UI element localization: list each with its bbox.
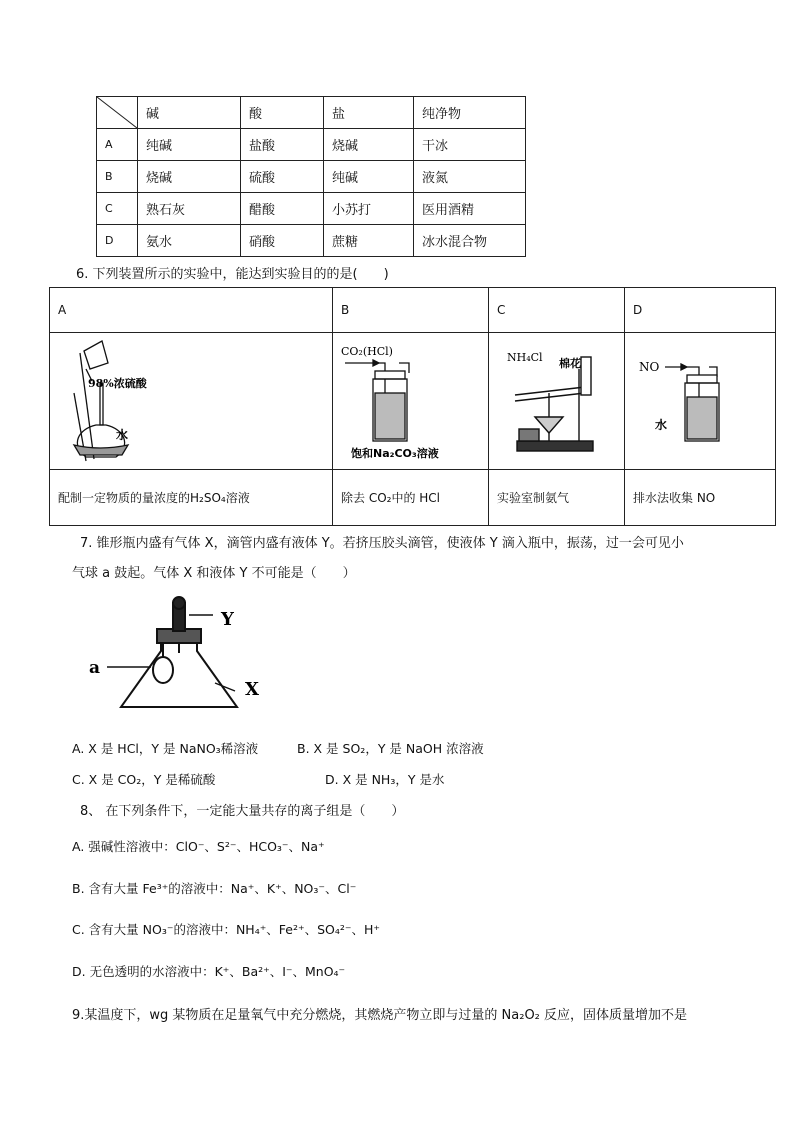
q6-letter-row <box>50 288 776 333</box>
fig-label-x: X <box>245 679 259 700</box>
table-cell: 冰水混合物 <box>414 225 526 257</box>
option-letter: A <box>50 288 333 333</box>
q6-figure-row <box>50 333 776 470</box>
q6-description-row <box>50 470 776 526</box>
water-collection-figure <box>625 333 775 466</box>
header-cell: 酸 <box>241 97 324 129</box>
table-cell: 小苏打 <box>324 193 414 225</box>
option-desc: 排水法收集 NO <box>625 470 776 526</box>
q7-line1: 7. 锥形瓶内盛有气体 X，滴管内盛有液体 Y。若挤压胶头滴管，使液体 Y 滴入瓶中，振荡，过一会可见小 <box>80 536 684 551</box>
q8-option-d: D. 无色透明的水溶液中：K⁺、Ba²⁺、I⁻、MnO₄⁻ <box>72 964 346 979</box>
q8-option-a: A. 强碱性溶液中：ClO⁻、S²⁻、HCO₃⁻、Na⁺ <box>72 839 325 854</box>
q7-option-b: B. X 是 SO₂，Y 是 NaOH 浓溶液 <box>297 741 484 756</box>
table-cell: 纯碱 <box>324 161 414 193</box>
q7-option-c: C. X 是 CO₂，Y 是稀硫酸 <box>72 772 216 787</box>
row-label: C <box>97 193 138 225</box>
table-cell: 医用酒精 <box>414 193 526 225</box>
table-cell: 盐酸 <box>241 129 324 161</box>
table-cell: 硝酸 <box>241 225 324 257</box>
fig-label: NH₄Cl <box>507 351 543 364</box>
table-cell: 熟石灰 <box>138 193 241 225</box>
table-cell: 纯碱 <box>138 129 241 161</box>
fig-label: 水 <box>655 418 668 432</box>
diagonal-line <box>97 97 137 128</box>
fig-label: CO₂(HCl) <box>341 345 393 358</box>
option-desc: 除去 CO₂中的 HCl <box>333 470 489 526</box>
table-cell: 液氮 <box>414 161 526 193</box>
row-label: D <box>97 225 138 257</box>
option-letter: B <box>333 288 489 333</box>
table-cell: 氨水 <box>138 225 241 257</box>
q7-option-a: A. X 是 HCl，Y 是 NaNO₃稀溶液 <box>72 741 259 756</box>
figure-a-cell <box>50 333 333 470</box>
q6-apparatus-table <box>49 287 776 526</box>
option-desc: 实验室制氨气 <box>489 470 625 526</box>
figure-c-cell <box>489 333 625 470</box>
q8-option-c: C. 含有大量 NO₃⁻的溶液中：NH₄⁺、Fe²⁺、SO₄²⁻、H⁺ <box>72 922 381 937</box>
table-row <box>97 225 526 257</box>
option-letter: D <box>625 288 776 333</box>
fig-label: 棉花 <box>559 357 581 370</box>
q8-option-b: B. 含有大量 Fe³⁺的溶液中：Na⁺、K⁺、NO₃⁻、Cl⁻ <box>72 881 357 896</box>
option-desc: 配制一定物质的量浓度的H₂SO₄溶液 <box>50 470 333 526</box>
row-label: A <box>97 129 138 161</box>
header-cell: 纯净物 <box>414 97 526 129</box>
erlenmeyer-flask-figure <box>85 595 285 720</box>
gas-washing-bottle-figure <box>333 333 488 466</box>
volumetric-flask-figure <box>50 333 332 466</box>
option-letter: C <box>489 288 625 333</box>
fig-label-a: a <box>89 658 101 678</box>
header-cell: 碱 <box>138 97 241 129</box>
figure-d-cell <box>625 333 776 470</box>
row-label: B <box>97 161 138 193</box>
fig-label: 水 <box>116 428 129 442</box>
table-cell: 烧碱 <box>324 129 414 161</box>
header-cell: 盐 <box>324 97 414 129</box>
q7-line2: 气球 a 鼓起。气体 X 和液体 Y 不可能是（ ） <box>72 566 356 581</box>
q9-stem: 9.某温度下，wg 某物质在足量氧气中充分燃烧，其燃烧产物立即与过量的 Na₂O₂ 反应，固体质量增加不是 <box>72 1008 688 1023</box>
table-header-row <box>97 97 526 129</box>
q7-option-d: D. X 是 NH₃，Y 是水 <box>325 772 445 787</box>
table-cell: 醋酸 <box>241 193 324 225</box>
table-row <box>97 161 526 193</box>
table-cell: 烧碱 <box>138 161 241 193</box>
table-cell: 干冰 <box>414 129 526 161</box>
fig-label: NO <box>639 360 660 374</box>
classification-table <box>96 96 526 257</box>
table-row <box>97 193 526 225</box>
table-cell: 硫酸 <box>241 161 324 193</box>
ammonia-apparatus-figure <box>489 333 624 466</box>
figure-b-cell <box>333 333 489 470</box>
table-cell: 蔗糖 <box>324 225 414 257</box>
q6-stem: 6. 下列装置所示的实验中，能达到实验目的的是( ) <box>76 267 389 282</box>
q8-stem: 8、 在下列条件下，一定能大量共存的离子组是（ ） <box>80 804 405 819</box>
table-row <box>97 129 526 161</box>
fig-label-y: Y <box>221 609 234 630</box>
table-corner-cell <box>97 97 138 129</box>
fig-label: 98%浓硫酸 <box>88 377 147 390</box>
fig-label: 饱和Na₂CO₃溶液 <box>351 447 439 460</box>
